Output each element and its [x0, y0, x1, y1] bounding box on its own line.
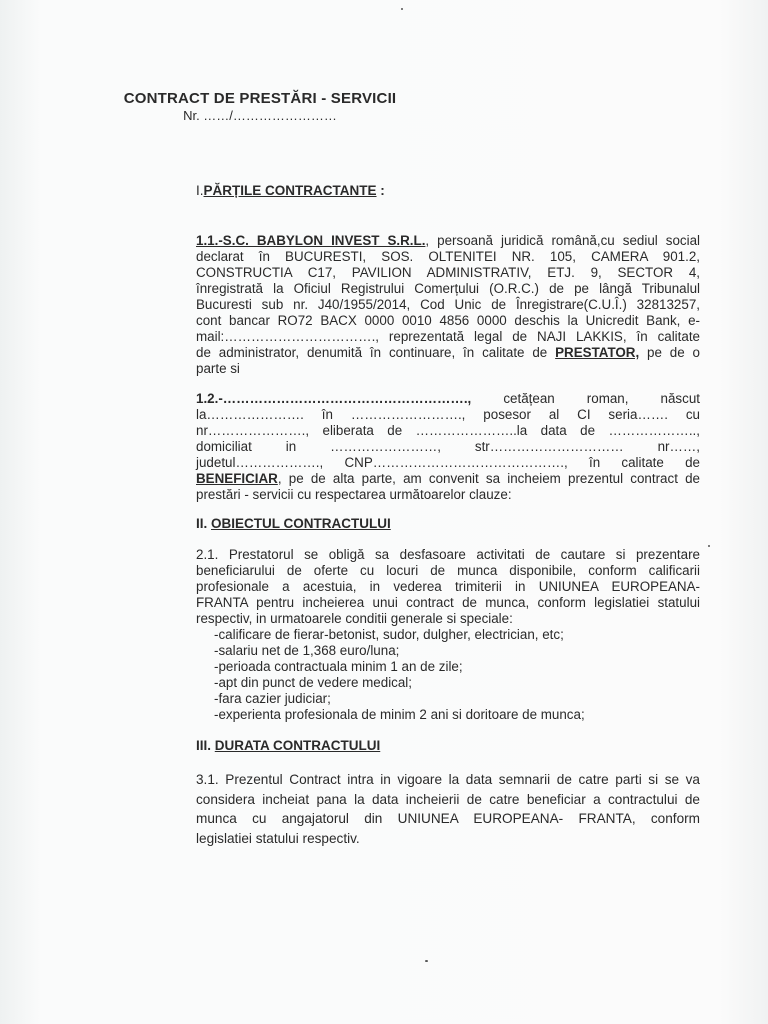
- party2-id: 1.2.-……………………………………………….,: [196, 391, 472, 406]
- party1-line: CONSTRUCTIA C17, PAVILION ADMINISTRATIV, ETJ. 9, SECTOR 4,: [196, 265, 700, 280]
- party2-role: BENEFICIAR: [196, 471, 278, 486]
- party2-line: la…………………. în ……………………., posesor al CI seria……. cu: [196, 407, 700, 422]
- clause-line: respectiv, in urmatoarele conditii generale si speciale:: [196, 611, 513, 626]
- scan-speck: [708, 545, 710, 547]
- scan-speck: [425, 960, 428, 962]
- clause-3-1: [196, 770, 700, 848]
- section3-title: DURATA CONTRACTULUI: [214, 738, 381, 753]
- condition-item: -perioada contractuala minim 1 an de zile;: [214, 659, 463, 674]
- party2-line: prestări - servicii cu respectarea următoarelor clauze:: [196, 487, 512, 502]
- clause-line: legislatiei statului respectiv.: [196, 830, 360, 846]
- party2-paragraph: [196, 391, 700, 503]
- party1-line: declarat în BUCURESTI, SOS. OLTENITEI NR. 105, CAMERA 901.2,: [196, 249, 700, 264]
- party1-text: , persoană juridică română,cu sediul social: [425, 233, 700, 248]
- party1-text: de administrator, denumită în continuare, în calitate de: [196, 345, 556, 360]
- party2-line: judetul………………., CNP……………………………………., în calitate de: [196, 455, 700, 470]
- section2-title: OBIECTUL CONTRACTULUI: [211, 516, 391, 531]
- party2-text: cetățean roman, născut: [471, 391, 700, 406]
- party1-paragraph: [196, 233, 700, 377]
- clause-line: profesionale a acestuia, in vederea trimiterii in UNIUNEA EUROPEANA-: [196, 579, 700, 594]
- party2-line: domiciliat in ……………………, str………………………… nr……,: [196, 439, 700, 454]
- condition-item: -calificare de fierar-betonist, sudor, dulgher, electrician, etc;: [214, 627, 564, 642]
- party1-name: 1.1.-S.C. BABYLON INVEST S.R.L.: [196, 233, 426, 248]
- party2-text: , pe de alta parte, am convenit sa incheiem prezentul contract de: [277, 471, 700, 486]
- party1-line: [196, 345, 700, 361]
- contract-number: Nr. ……/……………………: [183, 108, 337, 123]
- clause-line: FRANTA pentru incheierea unui contract de munca, conform legislatiei statului: [196, 595, 700, 610]
- condition-item: -apt din punct de vedere medical;: [214, 675, 413, 690]
- party2-line: [196, 391, 700, 407]
- party1-line: [196, 233, 700, 249]
- condition-item: -experienta profesionala de minim 2 ani si doritoare de munca;: [214, 707, 585, 722]
- section1-heading: [196, 183, 385, 199]
- party1-line: Bucuresti sub nr. J40/1955/2014, Cod Unic de Înregistrare(C.U.Î.) 32813257,: [196, 297, 700, 312]
- party1-text: pe de o: [639, 345, 701, 360]
- clause-line: beneficiarului de oferte cu locuri de munca disponibile, conform calificarii: [196, 563, 700, 578]
- section3-prefix: III.: [196, 738, 215, 753]
- party2-line: nr…………………., eliberata de …………………..la data de ………………..,: [196, 423, 700, 438]
- scan-speck: [401, 8, 403, 10]
- section2-prefix: II.: [196, 516, 212, 531]
- section2-heading: [196, 516, 391, 532]
- clause-line: munca cu angajatorul din UNIUNEA EUROPEANA- FRANTA, conform: [196, 811, 700, 826]
- condition-item: -salariu net de 1,368 euro/luna;: [214, 643, 400, 658]
- section1-title: PĂRȚILE CONTRACTANTE: [203, 183, 377, 198]
- document-title: CONTRACT DE PRESTĂRI - SERVICII: [123, 90, 397, 107]
- clause-line: 3.1. Prezentul Contract intra in vigoare la data semnarii de catre parti si se va: [196, 772, 700, 787]
- section3-heading: [196, 738, 380, 754]
- party2-line: [196, 471, 700, 487]
- party1-line: înregistrată la Oficiul Registrului Comerțului (O.R.C.) de pe lângă Tribunalul: [196, 281, 700, 296]
- section1-prefix: I.: [196, 183, 204, 198]
- clause-2-1: [196, 547, 700, 723]
- party1-line: mail:……………………………., reprezentată legal de NAJI LAKKIS, în calitate: [196, 329, 700, 344]
- party1-role: PRESTATOR,: [555, 345, 640, 360]
- section1-suffix: :: [376, 183, 385, 198]
- clause-line: considera incheiat pana la data incheierii de catre beneficiar a contractului de: [196, 791, 700, 807]
- party1-line: cont bancar RO72 BACX 0000 0010 4856 0000 deschis la Unicredit Bank, e-: [196, 313, 700, 328]
- condition-item: -fara cazier judiciar;: [214, 691, 331, 706]
- clause-line: 2.1. Prestatorul se obligă sa desfasoare activitati de cautare si prezentare: [196, 547, 700, 562]
- party1-line: parte si: [196, 361, 240, 376]
